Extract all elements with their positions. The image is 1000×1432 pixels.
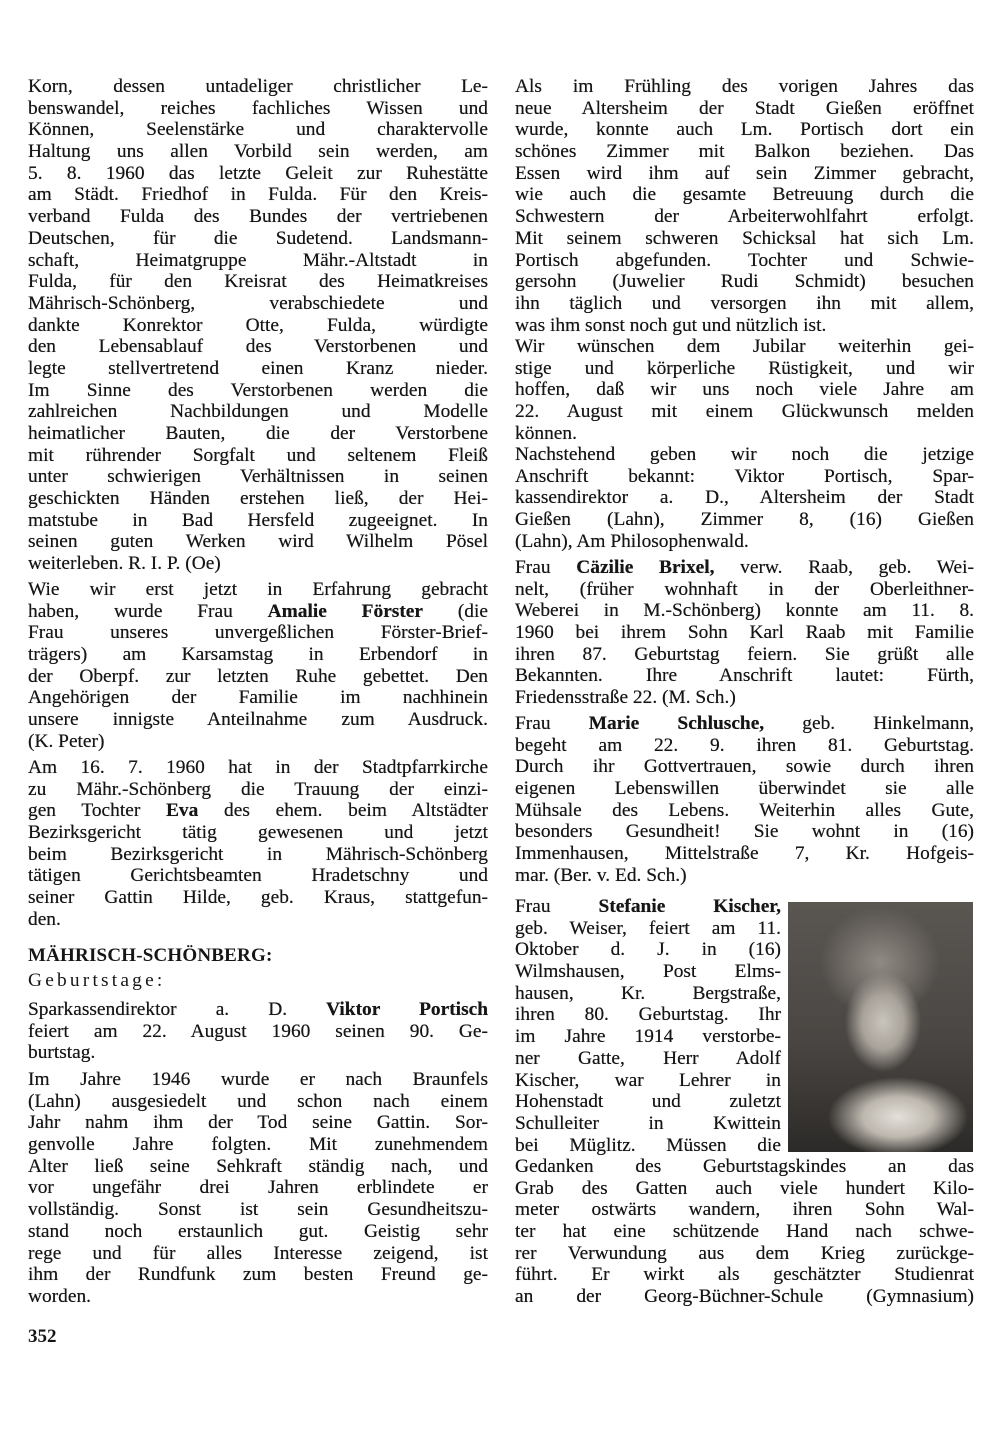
text-line: gersohn (Juwelier Rudi Schmidt) besuchen	[515, 271, 974, 293]
text-line: der Oberpf. zur letzten Ruhe gebettet. Den	[28, 665, 488, 687]
text-line: Jahr nahm ihm der Tod seine Gattin. Sor-	[28, 1112, 488, 1134]
text-line: hausen, Kr. Bergstraße,	[515, 982, 781, 1004]
text-line: (Lahn), Am Philosophenwald.	[515, 530, 749, 552]
paragraph-birthday-portisch-life	[28, 1069, 488, 1308]
text-line: Haltung uns allen Vorbild sein werden, am	[28, 141, 488, 163]
person-name: Eva	[166, 800, 199, 822]
text-line: wurde, konnte auch Lm. Portisch dort ein	[515, 119, 974, 141]
text-line: Friedensstraße 22. (M. Sch.)	[515, 687, 736, 709]
text-line: Wir wünschen dem Jubilar weiterhin gei-	[515, 336, 974, 357]
text-line: führt. Er wirkt als geschätzter Studienrat	[515, 1264, 974, 1286]
text-line: unsere innigste Anteilnahme zum Ausdruck.	[28, 709, 488, 731]
text-line: Immenhausen, Mittelstraße 7, Kr. Hofgeis-	[515, 843, 974, 865]
text-line: Mit seinem schweren Schicksal hat sich Lm.	[515, 227, 974, 249]
text-line: eigenen Lebenswillen überwindet sie alle	[515, 778, 974, 800]
portrait-photo-stefanie-kischer	[788, 902, 973, 1152]
text-line: Gedanken des Geburtstagskindes an das	[515, 1156, 974, 1177]
text-line: Fulda, für den Kreisrat des Heimatkreises	[28, 271, 488, 293]
text-line: stige und körperliche Rüstigkeit, und wir	[515, 357, 974, 379]
text-line: gen Tochter Eva des ehem. beim Altstädter	[28, 800, 488, 822]
text-line: Kischer, war Lehrer in	[515, 1069, 781, 1091]
text-line: am Städt. Friedhof in Fulda. Für den Kreis-	[28, 184, 488, 206]
text-line: ihren 80. Geburtstag. Ihr	[515, 1004, 781, 1026]
paragraph-portisch-wishes	[515, 336, 974, 444]
text-line: dankte Konrektor Otte, Fulda, würdigte	[28, 314, 488, 336]
text-line: beim Bezirksgericht in Mährisch-Schönberg	[28, 843, 488, 865]
text-line: weiterleben. R. I. P. (Oe)	[28, 553, 221, 575]
text-line: Als im Frühling des vorigen Jahres das	[515, 76, 974, 97]
text-line: ter hat eine schützende Hand nach schwe-	[515, 1221, 974, 1243]
text-line: verband Fulda des Bundes der vertriebenen	[28, 206, 488, 228]
text-line: Im Jahre 1946 wurde er nach Braunfels	[28, 1069, 488, 1090]
text-line: ner Gatte, Herr Adolf	[515, 1047, 781, 1069]
text-line: Mühsale des Lebens. Weiterhin alles Gute,	[515, 799, 974, 821]
text-line: Portisch abgefunden. Tochter und Schwie-	[515, 249, 974, 271]
text-line: trägers) am Karsamstag in Erbendorf in	[28, 644, 488, 666]
text-line: Sparkassendirektor a. D. Viktor Portisch	[28, 999, 489, 1020]
text-line: benswandel, reiches fachliches Wissen und	[28, 97, 488, 119]
paragraph-portisch-altersheim	[515, 76, 974, 336]
paragraph-birthday-brixel	[515, 557, 974, 709]
text-line: schaft, Heimatgruppe Mähr.-Altstadt in	[28, 249, 488, 271]
person-name: Marie Schlusche,	[588, 713, 765, 734]
text-line: ihm der Rundfunk zum besten Freund ge-	[28, 1264, 488, 1286]
person-name: Cäzilie Brixel,	[576, 557, 715, 578]
text-line: Schwestern der Arbeiterwohlfahrt erfolgt.	[515, 206, 974, 228]
text-line: stand noch erstaunlich gut. Geistig sehr	[28, 1220, 488, 1242]
text-line: Korn, dessen untadeliger christlicher Le-	[28, 76, 488, 97]
text-line: den Lebensablauf des Verstorbenen und	[28, 336, 488, 358]
text-line: bei Müglitz. Müssen die	[515, 1134, 781, 1156]
text-line: Mährisch-Schönberg, verabschiedete und	[28, 292, 488, 314]
text-line: kassendirektor a. D., Altersheim der Stadt	[515, 487, 974, 509]
text-line: Am 16. 7. 1960 hat in der Stadtpfarrkirche	[28, 757, 488, 778]
text-line: was ihm sonst noch gut und nützlich ist.	[515, 314, 827, 336]
text-line: hoffen, daß wir uns noch viele Jahre am	[515, 379, 974, 401]
text-line: genvolle Jahre folgten. Mit zunehmendem	[28, 1134, 488, 1156]
text-line: 22. August mit einem Glückwunsch melden	[515, 401, 974, 423]
text-line: neue Altersheim der Stadt Gießen eröffnet	[515, 97, 974, 119]
text-line: im Jahre 1914 verstorbe-	[515, 1026, 781, 1048]
text-line: (Lahn) ausgesiedelt und schon nach einem	[28, 1090, 488, 1112]
text-line: geb. Weiser, feiert am 11.	[515, 917, 781, 939]
text-line: meter ostwärts wandern, ihren Sohn Wal-	[515, 1199, 974, 1221]
text-line: wie auch die gesamte Betreuung durch die	[515, 184, 974, 206]
text-line: ihn täglich und versorgen ihn mit allem,	[515, 292, 974, 314]
text-line: zahlreichen Nachbildungen und Modelle	[28, 401, 488, 423]
person-name: Viktor Portisch	[326, 999, 489, 1020]
section-heading: MÄHRISCH-SCHÖNBERG:	[28, 945, 273, 966]
text-line: Anschrift bekannt: Viktor Portisch, Spar-	[515, 465, 974, 487]
paragraph-birthday-kischer	[515, 896, 781, 1156]
text-line: Deutschen, für die Sudetend. Landsmann-	[28, 227, 488, 249]
paragraph-portisch-address	[515, 444, 974, 552]
paragraph-obituary-poesel	[28, 76, 488, 575]
text-line: 5. 8. 1960 das letzte Geleit zur Ruhestätte	[28, 162, 488, 184]
text-line: Frau unseres unvergeßlichen Förster-Brief-	[28, 622, 488, 644]
text-line: matstube in Bad Hersfeld zugeeignet. In	[28, 509, 488, 531]
text-line: mit rührender Sorgfalt und seltenem Fleiß	[28, 444, 488, 466]
paragraph-birthday-schlusche	[515, 713, 974, 887]
text-line: Können, Seelenstärke und charaktervolle	[28, 119, 488, 141]
text-line: zu Mähr.-Schönberg die Trauung der einzi-	[28, 778, 488, 800]
text-line: rege und für alles Interesse zeigend, ist	[28, 1242, 488, 1264]
text-line: den.	[28, 908, 61, 930]
text-line: burtstag.	[28, 1042, 96, 1064]
text-line: Bekannten. Ihre Anschrift lautet: Fürth,	[515, 665, 974, 687]
text-line: ihren 87. Geburtstag feiern. Sie grüßt alle	[515, 643, 974, 665]
text-line: Oktober d. J. in (16)	[515, 939, 781, 961]
text-line: Bezirksgericht tätig gewesenen und jetzt	[28, 822, 488, 844]
text-line: Wilmshausen, Post Elms-	[515, 961, 781, 983]
text-line: Frau Marie Schlusche, geb. Hinkelmann,	[515, 713, 974, 734]
text-line: mar. (Ber. v. Ed. Sch.)	[515, 864, 687, 886]
text-line: tätigen Gerichtsbeamten Hradetschny und	[28, 865, 488, 887]
text-line: Hohenstadt und zuletzt	[515, 1091, 781, 1113]
paragraph-birthday-kischer-continued	[515, 1156, 974, 1308]
text-line: Nachstehend geben wir noch die jetzige	[515, 444, 974, 465]
paragraph-wedding-eva	[28, 757, 488, 931]
text-line: (K. Peter)	[28, 730, 105, 752]
text-line: vollständig. Sonst ist sein Gesundheitszu-	[28, 1199, 488, 1221]
paragraph-birthday-portisch-intro	[28, 999, 488, 1064]
text-line: legte stellvertretend einen Kranz nieder.	[28, 357, 488, 379]
text-line: Im Sinne des Verstorbenen werden die	[28, 379, 488, 401]
text-line: Weberei in M.-Schönberg) konnte am 11. 8.	[515, 600, 974, 622]
text-line: Gießen (Lahn), Zimmer 8, (16) Gießen	[515, 509, 974, 531]
text-line: Durch ihr Gottvertrauen, sowie durch ihren	[515, 756, 974, 778]
person-name: Amalie Förster	[267, 600, 424, 622]
text-line: Alter ließ seine Sehkraft ständig nach, und	[28, 1155, 488, 1177]
paragraph-obituary-foerster	[28, 579, 488, 753]
text-line: besonders Gesundheit! Sie wohnt in (16)	[515, 821, 974, 843]
text-line: worden.	[28, 1285, 92, 1307]
text-line: seiner Gattin Hilde, geb. Kraus, stattgefun-	[28, 887, 488, 909]
text-line: Schulleiter in Kwittein	[515, 1112, 781, 1134]
text-line: nelt, (früher wohnhaft in der Oberleithner-	[515, 578, 974, 600]
text-line: Frau Stefanie Kischer,	[515, 896, 781, 917]
text-line: 1960 bei ihrem Sohn Karl Raab mit Familie	[515, 622, 974, 644]
text-line: können.	[515, 422, 577, 444]
text-line: an der Georg-Büchner-Schule (Gymnasium)	[515, 1286, 974, 1308]
text-line: Angehörigen der Familie im nachhinein	[28, 687, 488, 709]
text-line: unter schwierigen Verhältnissen in seinen	[28, 466, 488, 488]
text-line: Grab des Gatten auch viele hundert Kilo-	[515, 1177, 974, 1199]
section-subheading: Geburtstage:	[28, 970, 166, 991]
page-number: 352	[28, 1326, 57, 1347]
text-line: begeht am 22. 9. ihren 81. Geburtstag.	[515, 734, 974, 756]
text-line: vor ungefähr drei Jahren erblindete er	[28, 1177, 488, 1199]
person-name: Stefanie Kischer,	[598, 896, 781, 917]
text-line: haben, wurde Frau Amalie Förster (die	[28, 600, 488, 622]
text-line: feiert am 22. August 1960 seinen 90. Ge-	[28, 1020, 488, 1042]
text-line: heimatlicher Bauten, die der Verstorbene	[28, 423, 488, 444]
text-line: seinen guten Werken wird Wilhelm Pösel	[28, 531, 488, 553]
text-line: schönes Zimmer mit Balkon beziehen. Das	[515, 141, 974, 163]
text-line: Frau Cäzilie Brixel, verw. Raab, geb. Wei-	[515, 557, 974, 578]
text-line: Wie wir erst jetzt in Erfahrung gebracht	[28, 579, 488, 600]
text-line: Essen wird ihm auf sein Zimmer gebracht,	[515, 162, 974, 184]
text-line: rer Verwundung aus dem Krieg zurückge-	[515, 1242, 974, 1264]
text-line: geschickten Händen erstehen ließ, der Hei-	[28, 488, 488, 510]
